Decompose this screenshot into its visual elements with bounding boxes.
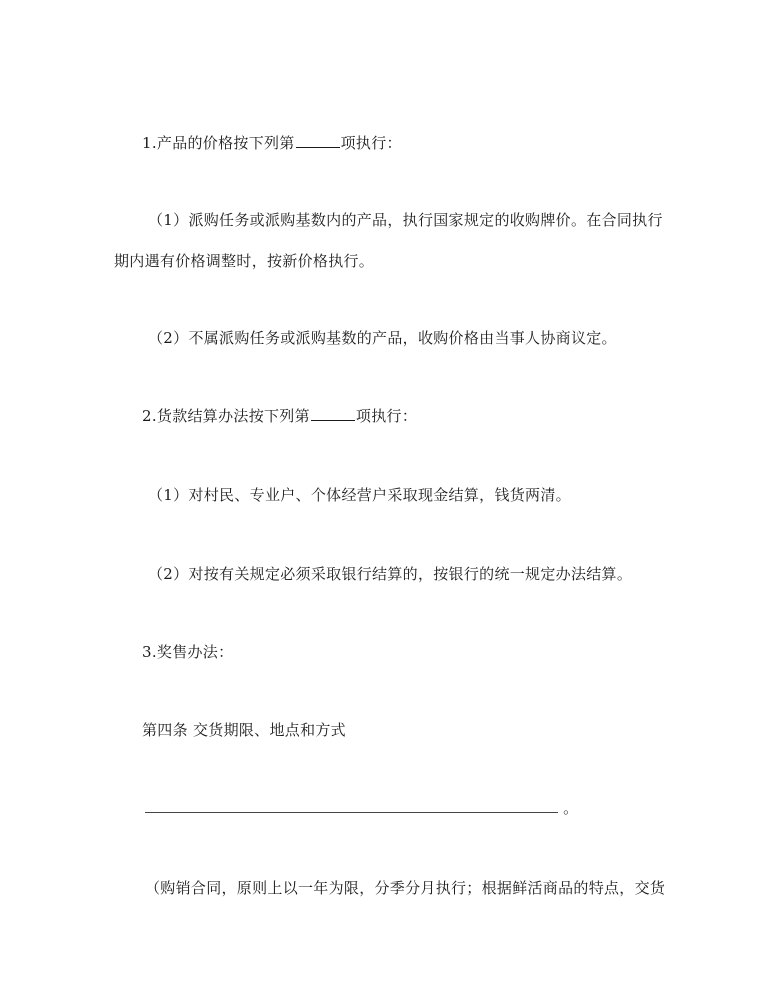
price-clause bbox=[142, 133, 402, 153]
payment-option-1: （1）对村民、专业户、个体经营户采取现金结算，钱货两清。 bbox=[148, 486, 571, 504]
price-clause-prefix: 1.产品的价格按下列第 bbox=[142, 134, 295, 152]
delivery-terms-period: 。 bbox=[563, 799, 579, 817]
price-option-2: （2）不属派购任务或派购基数的产品，收购价格由当事人协商议定。 bbox=[148, 329, 617, 347]
payment-option-blank[interactable] bbox=[311, 406, 355, 421]
payment-clause-suffix: 项执行： bbox=[355, 407, 418, 425]
delivery-terms-blank[interactable] bbox=[145, 798, 558, 813]
reward-clause: 3.奖售办法： bbox=[142, 643, 234, 661]
price-option-1-line-1: （1）派购任务或派购基数内的产品，执行国家规定的收购牌价。在合同执行 bbox=[148, 211, 663, 229]
price-option-1-line-2: 期内遇有价格调整时，按新价格执行。 bbox=[114, 252, 375, 270]
payment-option-2: （2）对按有关规定必须采取银行结算的，按银行的统一规定办法结算。 bbox=[148, 565, 633, 583]
article-4-heading: 第四条 交货期限、地点和方式 bbox=[142, 721, 346, 739]
article-4-note: （购销合同，原则上以一年为限，分季分月执行；根据鲜活商品的特点，交货 bbox=[145, 879, 666, 897]
price-option-blank[interactable] bbox=[296, 133, 340, 148]
payment-clause bbox=[142, 406, 417, 426]
price-clause-suffix: 项执行： bbox=[340, 134, 402, 152]
delivery-terms-line bbox=[145, 798, 578, 818]
payment-clause-prefix: 2.货款结算办法按下列第 bbox=[142, 407, 310, 425]
